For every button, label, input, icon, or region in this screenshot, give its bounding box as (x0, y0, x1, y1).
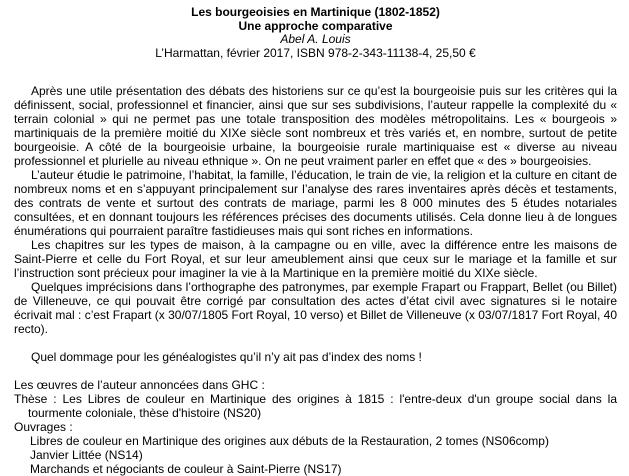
book-publisher-info: L’Harmattan, février 2017, ISBN 978-2-343-11138-4, 25,50 € (155, 45, 476, 60)
paragraph-intro: Après une utile présentation des débats des historiens sur ce qu’est la bourgeoisie puis sur les critères qui la définissent, social, professionnel et financier, ainsi que sur ses subdivisions, l’auteur rappelle la complexité du « terrain colonial » qui ne permet pas une totale transposition des modèles métropolitains. Les « bourgeois » martiniquais de la première moitié du XIXe siècle sont nombreux et très variés et, en nombre, surtout de petite bourgeoisie. A côté de la bourgeoisie urbaine, la bourgeoisie rurale martiniquaise est « diverse au niveau professionnel et plurielle au niveau ethnique ». On ne peut vraiment parler en effet que « des » bourgeoisies. (14, 84, 617, 168)
paragraph-study: L’auteur étudie le patrimoine, l’habitat, la famille, l’éducation, le train de vie, la religion et la culture en citant de nombreux noms et en s’appuyant principalement sur l’analyse des rares inventaires après décès et testaments, des contrats de vente et surtout des contrats de mariage, parmi les 8 000 minutes des 5 études notariales consultées, et en donnant toujours les références précises des documents utilisés. Cela donne lieu à de longues énumérations qui pourraient paraître fastidieuses mais qui sont riches en informations. (14, 168, 617, 238)
works-ouvrage-item: Janvier Littée (NS14) (30, 448, 143, 462)
paragraph-remark: Quel dommage pour les généalogistes qu’il n’y ait pas d’index des noms ! (31, 350, 422, 364)
works-ouvrage-item: Marchands et négociants de couleur à Saint-Pierre (NS17) (30, 462, 342, 476)
review-body (14, 84, 617, 476)
works-these: Thèse : Les Libres de couleur en Martinique des origines à 1815 : l'entre-deux d'un groupe social dans la tourmente coloniale, thèse d'histoire (NS20) (14, 392, 617, 420)
book-title: Les bourgeoisies en Martinique (1802-1852) (191, 5, 440, 19)
book-subtitle: Une approche comparative (238, 18, 393, 33)
works-ouvrages-label: Ouvrages : (14, 420, 73, 434)
book-author: Abel A. Louis (280, 32, 351, 46)
paragraph-chapters: Les chapitres sur les types de maison, à la campagne ou en ville, avec la différence entre les maisons de Saint-Pierre et celle du Fort Royal, et sur leur ameublement ainsi que ceux sur le mariage et la famille et sur l’instruction sont précieux pour imaginer la vie à la Martinique en la première moitié du XIXe siècle. (14, 238, 617, 280)
works-intro: Les œuvres de l’auteur annoncées dans GHC : (14, 378, 265, 392)
works-ouvrage-item: Libres de couleur en Martinique des origines aux débuts de la Restauration, 2 tomes (NS06comp) (30, 434, 549, 448)
book-header (14, 6, 617, 60)
paragraph-imprecisions: Quelques imprécisions dans l’orthographe des patronymes, par exemple Frapart ou Frappart, Bellet (ou Billet) de Villeneuve, ce qui pouvait être corrigé par consultation des actes d’état civil avec signatures si le notaire écrivait mal : c’est Frapart (x 30/07/1805 Fort Royal, 10 verso) et Billet de Villeneuve (x 03/07/1817 Fort Royal, 40 recto). (14, 280, 617, 336)
